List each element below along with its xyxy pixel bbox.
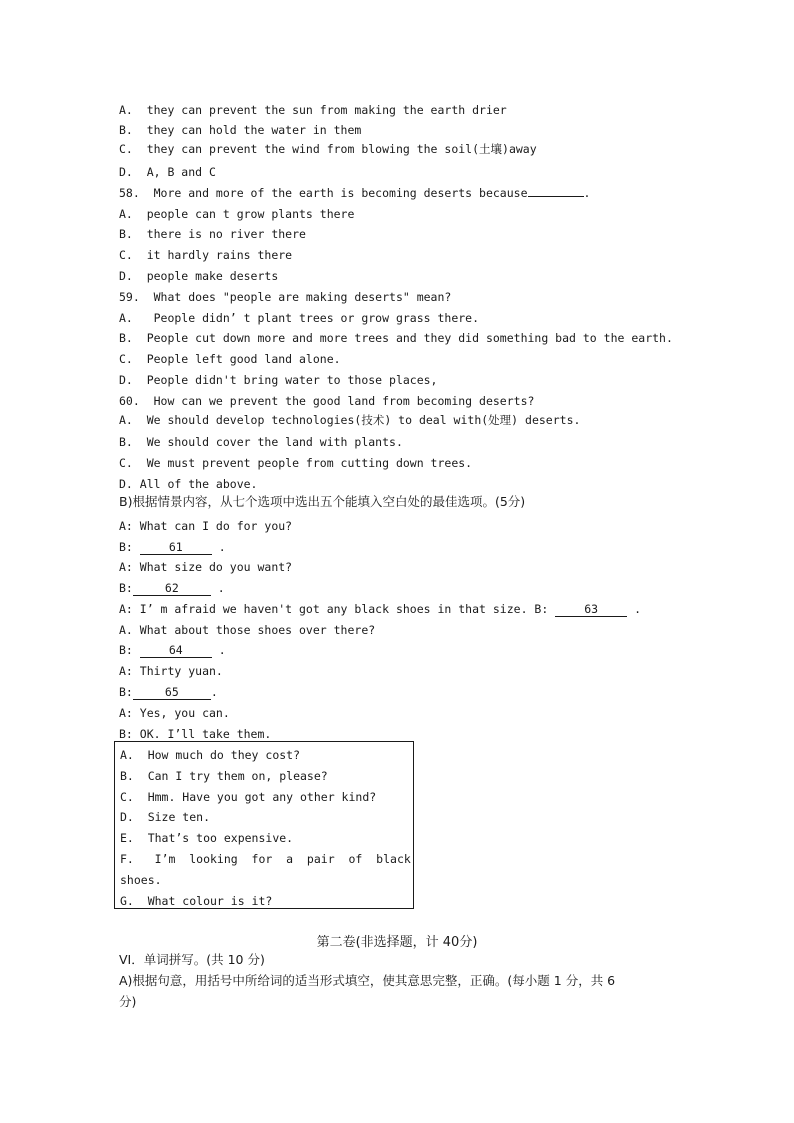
line-end: . xyxy=(627,602,642,616)
dialogue-line-2 xyxy=(119,539,226,555)
q58-option-d: D. people make deserts xyxy=(119,269,279,283)
dialogue-line-11: B: OK. I’ll take them. xyxy=(119,727,272,741)
blank-63: 63 xyxy=(555,602,627,617)
q60-stem: 60. How can we prevent the good land from becoming deserts? xyxy=(119,394,535,408)
q58-stem-end: . xyxy=(583,186,591,200)
choice-b: B. Can I try them on, please? xyxy=(120,769,328,783)
choice-c: C. Hmm. Have you got any other kind? xyxy=(120,790,377,804)
line-end: . xyxy=(210,581,225,595)
line-end: . xyxy=(211,540,226,554)
choice-g: G. What colour is it? xyxy=(120,894,273,908)
dialogue-line-9 xyxy=(119,684,218,700)
q59-option-c: C. People left good land alone. xyxy=(119,352,341,366)
line-end: . xyxy=(211,643,226,657)
q58-option-b: B. there is no river there xyxy=(119,227,306,241)
section6-instruction-line1: A)根据句意，用括号中所给词的适当形式填空，使其意思完整，正确。(每小题 1 分，共 6 xyxy=(119,973,616,988)
blank-65: 65 xyxy=(133,685,211,700)
speaker-b: B: xyxy=(119,685,133,699)
dialogue-line-8: A: Thirty yuan. xyxy=(119,664,223,678)
q58-option-c: C. it hardly rains there xyxy=(119,248,293,262)
q59-option-d: D. People didn't bring water to those places, xyxy=(119,373,438,387)
speaker-b: B: xyxy=(119,643,140,657)
speaker-b: B: xyxy=(119,540,140,554)
dialogue-text: A: I’ m afraid we haven't got any black shoes in that size. B: xyxy=(119,602,556,616)
choice-d: D. Size ten. xyxy=(120,810,211,824)
line-end: . xyxy=(210,685,218,699)
q57-option-d: D. A, B and C xyxy=(119,165,216,179)
blank-64: 64 xyxy=(140,643,212,658)
section6-instruction-line2: 分) xyxy=(119,994,137,1009)
blank-61: 61 xyxy=(140,540,212,555)
dialogue-line-5 xyxy=(119,601,641,617)
section6-heading: VI．单词拼写。(共 10 分) xyxy=(119,952,265,967)
choice-e: E. That’s too expensive. xyxy=(120,831,294,845)
blank-62: 62 xyxy=(133,581,211,596)
speaker-b: B: xyxy=(119,581,133,595)
section-b-heading: B)根据情景内容，从七个选项中选出五个能填入空白处的最佳选项。(5分) xyxy=(119,494,526,509)
q59-stem: 59. What does "people are making deserts" mean? xyxy=(119,290,452,304)
q58-stem-text: 58. More and more of the earth is becoming deserts because xyxy=(119,186,528,200)
q57-option-b: B. they can hold the water in them xyxy=(119,123,362,137)
dialogue-line-1: A: What can I do for you? xyxy=(119,519,293,533)
choice-f-continued: shoes. xyxy=(120,873,162,887)
choices-box xyxy=(114,741,414,909)
q59-option-b: B. People cut down more and more trees and they did something bad to the earth. xyxy=(119,331,673,345)
q57-option-a: A. they can prevent the sun from making the earth drier xyxy=(119,103,507,117)
q59-option-a: A. People didn’ t plant trees or grow grass there. xyxy=(119,311,480,325)
part2-title: 第二卷(非选择题，计 40分) xyxy=(316,935,478,950)
dialogue-line-4 xyxy=(119,580,225,596)
q60-option-c: C. We must prevent people from cutting down trees. xyxy=(119,456,473,470)
dialogue-line-6: A. What about those shoes over there? xyxy=(119,623,376,637)
q60-option-b: B. We should cover the land with plants. xyxy=(119,435,403,449)
q60-option-a: A. We should develop technologies(技术) to deal with(处理) deserts. xyxy=(119,413,581,427)
q58-blank xyxy=(528,196,584,197)
dialogue-line-3: A: What size do you want? xyxy=(119,560,293,574)
q58-option-a: A. people can t grow plants there xyxy=(119,207,355,221)
q57-option-c: C. they can prevent the wind from blowing the soil(土壤)away xyxy=(119,142,537,156)
choice-a: A. How much do they cost? xyxy=(120,748,301,762)
dialogue-line-10: A: Yes, you can. xyxy=(119,706,230,720)
q60-option-d: D. All of the above. xyxy=(119,477,258,491)
dialogue-line-7 xyxy=(119,642,226,658)
q58-stem xyxy=(119,185,590,201)
choice-f: F. I’m looking for a pair of black xyxy=(120,852,411,866)
